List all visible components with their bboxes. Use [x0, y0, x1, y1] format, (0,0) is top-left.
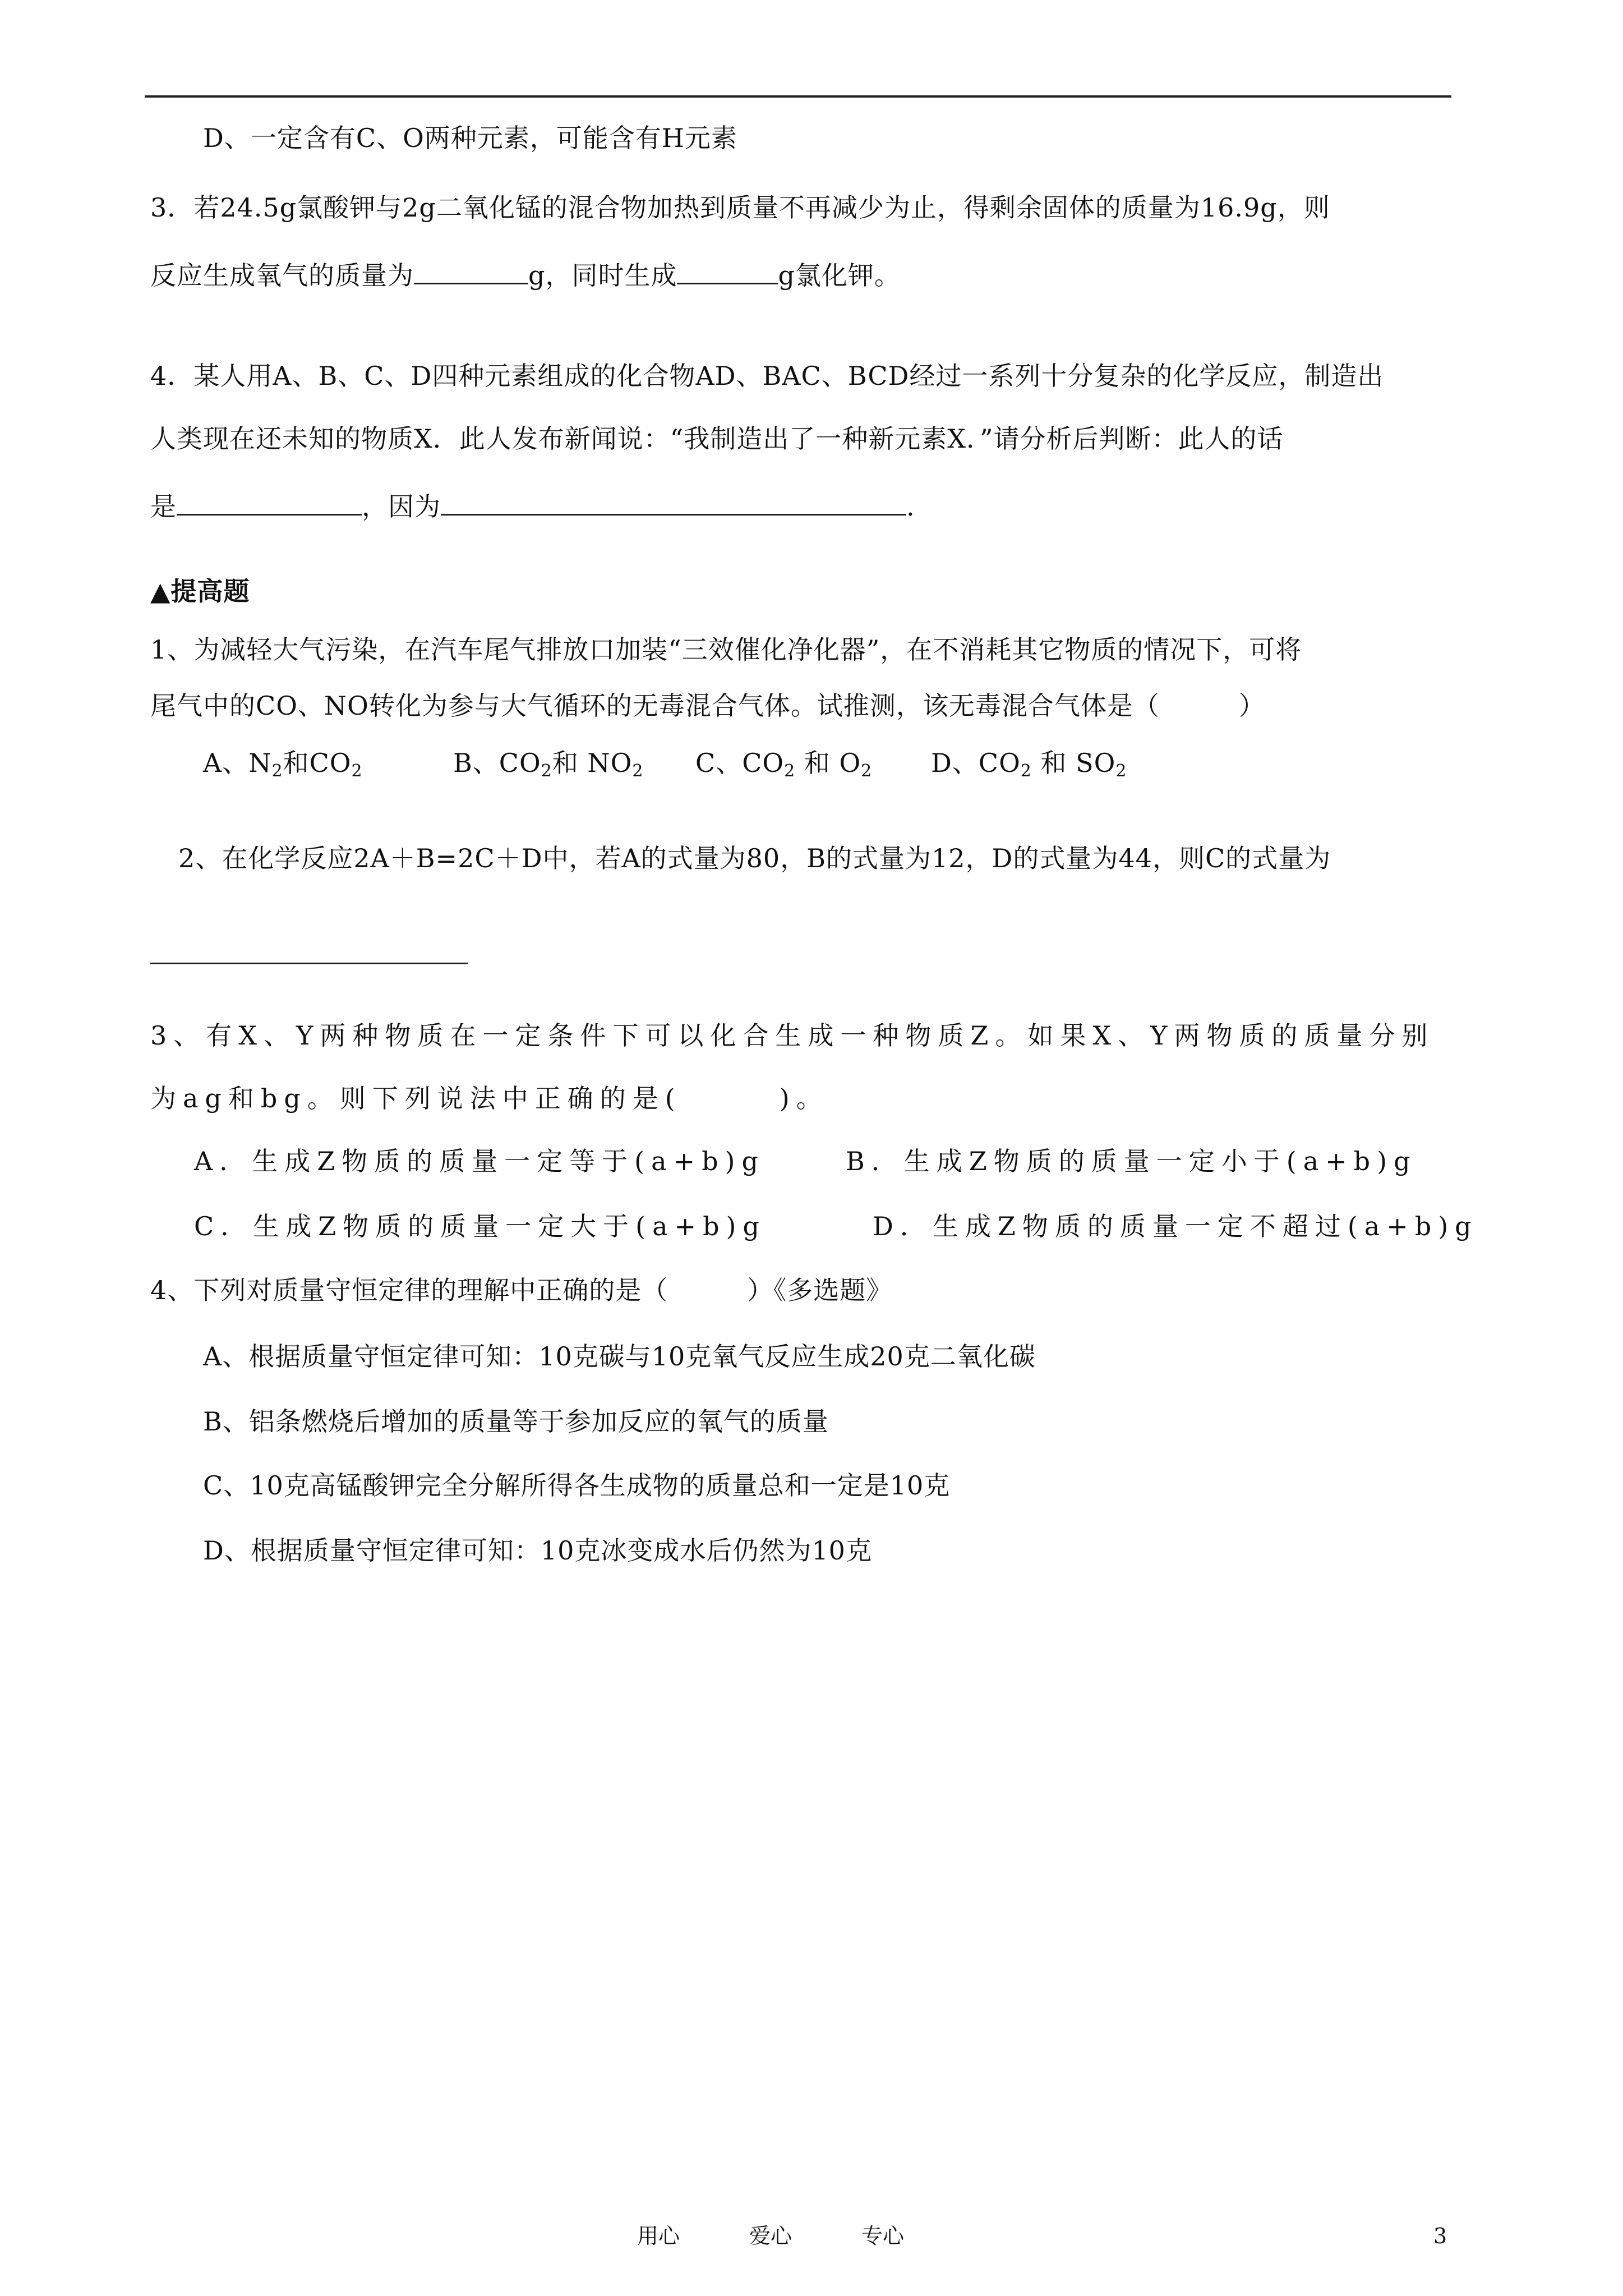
footer-word: 爱心	[749, 2224, 792, 2248]
text-line: D、一定含有C、O两种元素，可能含有H元素	[203, 123, 737, 153]
option-text: 和 NO	[552, 748, 633, 778]
improve-q4-line: 4、下列对质量守恒定律的理解中正确的是（ ）《多选题》	[150, 1275, 893, 1305]
subscript: 2	[351, 761, 363, 781]
page-number: 3	[1433, 2224, 1447, 2248]
improve-q3-option-c: C．生成Z物质的质量一定大于(a+b)g	[194, 1211, 766, 1241]
improve-q3-option-d: D．生成Z物质的质量一定不超过(a+b)g	[873, 1211, 1478, 1241]
answer-blank[interactable]	[177, 487, 362, 516]
answer-blank[interactable]	[414, 256, 528, 284]
option-text: 和 SO	[1031, 748, 1116, 778]
text-fragment: g，同时生成	[528, 260, 677, 291]
text-fragment: 反应生成氧气的质量为	[150, 260, 414, 291]
subscript: 2	[541, 761, 552, 781]
option-text: 和 O	[795, 748, 861, 778]
improve-q1-line-2: 尾气中的CO、NO转化为参与大气循环的无毒混合气体。试推测，该无毒混合气体是（ ）	[150, 691, 1265, 721]
option-text: D、CO	[931, 748, 1021, 778]
subscript: 2	[861, 761, 873, 781]
question-4-line-1: 4．某人用A、B、C、D四种元素组成的化合物AD、BAC、BCD经过一系列十分复杂的化学反应，制造出	[150, 361, 1384, 391]
question-4-line-3	[150, 487, 915, 523]
text-fragment: ，因为	[362, 491, 441, 522]
subscript: 2	[1115, 761, 1127, 781]
improve-q3-option-b: B．生成Z物质的质量一定小于(a+b)g	[846, 1146, 1417, 1176]
option-text: 和CO	[283, 748, 352, 778]
improve-q3-line-2: 为ag和bg。则下列说法中正确的是( )。	[150, 1083, 829, 1114]
improve-q4-option-d: D、根据质量守恒定律可知：10克冰变成水后仍然为10克	[203, 1535, 872, 1566]
question-3-line-1: 3．若24.5g氯酸钾与2g二氧化锰的混合物加热到质量不再减少为止，得剩余固体的质量为16.9g，则	[150, 192, 1330, 223]
text-fragment: 是	[150, 491, 177, 522]
option-text: B、CO	[453, 748, 541, 778]
footer-word: 专心	[861, 2224, 905, 2248]
improve-q3-option-a: A．生成Z物质的质量一定等于(a+b)g	[194, 1146, 765, 1176]
option-text: C、CO	[695, 748, 785, 778]
improve-q1-line-1: 1、为减轻大气污染，在汽车尾气排放口加装“三效催化净化器”，在不消耗其它物质的情况下，可将	[150, 634, 1302, 665]
footer-word: 用心	[637, 2224, 680, 2248]
option-b	[453, 746, 644, 788]
improve-q4-option-c: C、10克高锰酸钾完全分解所得各生成物的质量总和一定是10克	[203, 1470, 951, 1501]
subscript: 2	[271, 761, 283, 781]
answer-blank[interactable]	[677, 256, 778, 284]
answer-blank[interactable]	[441, 487, 906, 516]
question-3-line-2	[150, 256, 901, 292]
option-d	[931, 746, 1127, 788]
improve-q2-line: 2、在化学反应2A＋B=2C＋D中，若A的式量为80，B的式量为12，D的式量为44，则C的式量为	[178, 843, 1331, 873]
improve-q3-line-1: 3、有X、Y两种物质在一定条件下可以化合生成一种物质Z。如果X、Y两物质的质量分别	[150, 1020, 1435, 1051]
option-text: A、N	[203, 748, 272, 778]
text-fragment: g氯化钾。	[778, 260, 901, 291]
header-rule	[145, 95, 1451, 98]
improve-q4-option-a: A、根据质量守恒定律可知：10克碳与10克氧气反应生成20克二氧化碳	[203, 1341, 1036, 1372]
option-a	[203, 746, 363, 788]
option-c	[695, 746, 872, 788]
text-fragment: .	[906, 491, 915, 522]
question-4-line-2: 人类现在还未知的物质X．此人发布新闻说：“我制造出了一种新元素X．”请分析后判断：此人的话	[150, 424, 1284, 454]
improve-q4-option-b: B、铝条燃烧后增加的质量等于参加反应的氧气的质量	[203, 1406, 829, 1437]
subscript: 2	[784, 761, 796, 781]
section-heading: ▲提高题	[150, 576, 250, 606]
answer-blank[interactable]	[150, 963, 468, 964]
subscript: 2	[1020, 761, 1032, 781]
subscript: 2	[632, 761, 644, 781]
